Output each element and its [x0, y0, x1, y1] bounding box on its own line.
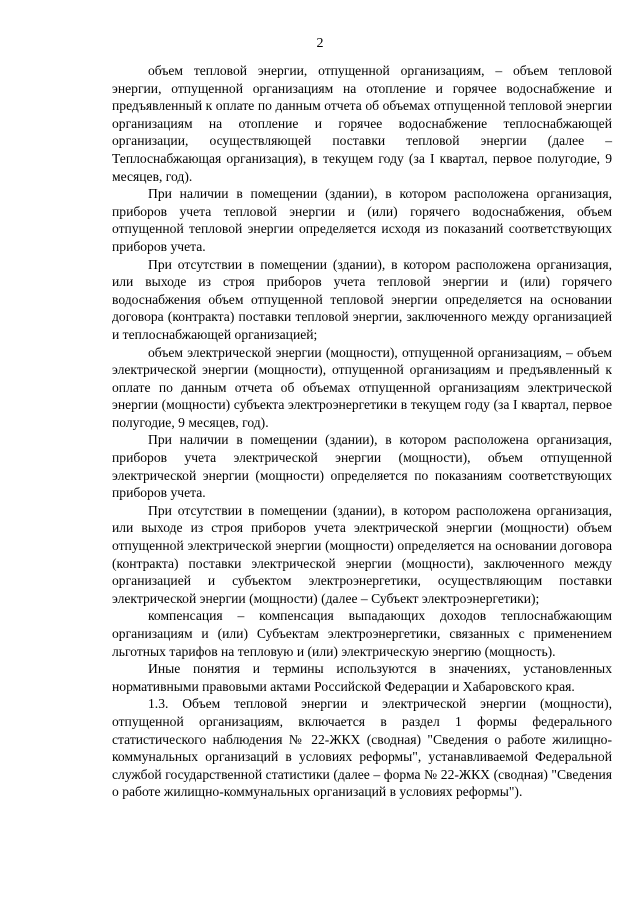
paragraph-electric-meters-absent: При отсутствии в помещении (здании), в котором расположена организация, или выходе из строя приборов учета электрической энергии (мощности) объем отпущенной электрической энергии (мощности) определяется на основании договора (контракта) поставки электрической энергии (мощности), заключенного между организацией и субъектом электроэнергетики, осуществляющим поставки электрической энергии (мощности) (далее – Субъект электроэнергетики); [112, 502, 612, 606]
paragraph-heat-meters-absent: При отсутствии в помещении (здании), в котором расположена организация, или выходе из строя приборов учета тепловой энергии и (или) горячего водоснабжения объем отпущенной тепловой энергии определяется на основании договора (контракта) поставки тепловой энергии, заключенного между организацией и теплоснабжающей организацией; [112, 256, 612, 342]
paragraph-heat-meters-present: При наличии в помещении (здании), в котором расположена организация, приборов учета тепловой энергии и (или) горячего водоснабжения, объем отпущенной тепловой энергии определяется исходя из показаний соответствующих приборов учета. [112, 186, 612, 254]
paragraph-heat-energy-volume: объем тепловой энергии, отпущенной организациям, – объем тепловой энергии, отпущенной организациям на отопление и горячее водоснабжение и предъявленный к оплате по данным отчета об объемах отпущенной тепловой энергии организациям на отопление и горячее водоснабжение теплоснабжающей организации, осуществляющей поставки тепловой энергии (далее – Теплоснабжающая организация), в текущем году (за I квартал, первое полугодие, 9 месяцев, год). [112, 63, 612, 184]
paragraph-other-terms: Иные понятия и термины используются в значениях, установленных нормативными правовыми актами Российской Федерации и Хабаровского края. [112, 661, 612, 694]
paragraph-section-1-3: 1.3. Объем тепловой энергии и электрической энергии (мощности), отпущенной организациям, включается в раздел 1 формы федерального статистического наблюдения № 22-ЖКХ (сводная) "Сведения о работе жилищно-коммунальных организаций в условиях реформы", устанавливаемой Федеральной службой государственной статистики (далее – форма № 22-ЖКХ (сводная) "Сведения о работе жилищно-коммунальных организаций в условиях реформы"). [112, 696, 612, 800]
paragraph-compensation: компенсация – компенсация выпадающих доходов теплоснабжающим организациям и (или) Субъектам электроэнергетики, связанных с применением льготных тарифов на тепловую и (или) электрическую энергию (мощность). [112, 608, 612, 659]
page-number: 2 [316, 36, 324, 51]
paragraph-electric-meters-present: При наличии в помещении (здании), в котором расположена организация, приборов учета электрической энергии (мощности), объем отпущенной электрической энергии (мощности) определяется по показаниям соответствующих приборов учета. [112, 432, 612, 501]
document-body [112, 62, 612, 801]
paragraph-electric-energy-volume: объем электрической энергии (мощности), отпущенной организациям, – объем электрической энергии (мощности), отпущенной организациям и предъявленный к оплате по данным отчета об объемах отпущенной организациям электрической энергии (мощности) субъекта электроэнергетики в текущем году (за I квартал, первое полугодие, 9 месяцев, год). [112, 344, 612, 430]
